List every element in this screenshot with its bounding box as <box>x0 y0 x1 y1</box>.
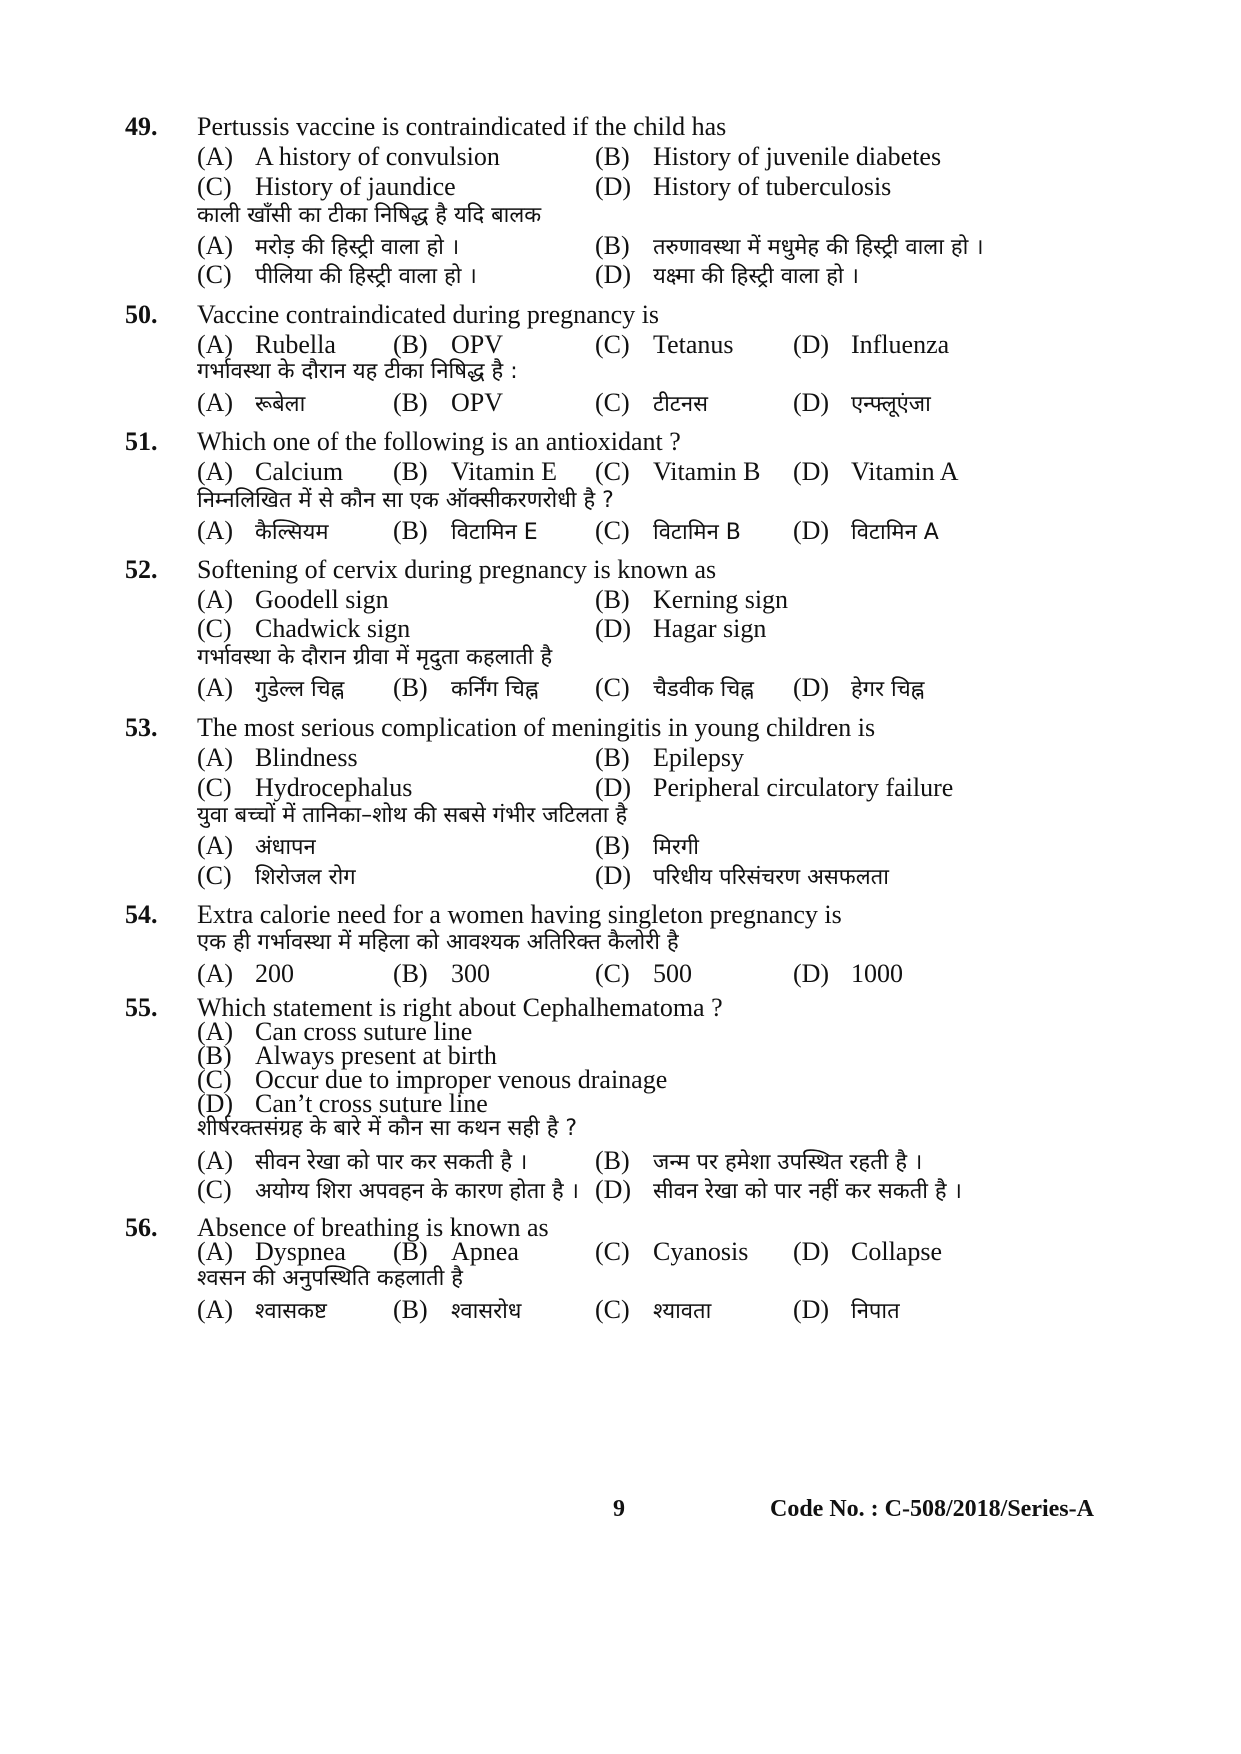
option-a: (A) 200 <box>197 959 294 988</box>
option-a-hi: (A) सीवन रेखा को पार कर सकती है । <box>197 1146 528 1175</box>
option-d: (D) Collapse <box>793 1237 942 1266</box>
question-number: 49. <box>125 112 158 141</box>
options-row <box>197 614 1137 644</box>
option-a-hi: (A) अंधापन <box>197 831 316 860</box>
option-b: (B) Kerning sign <box>595 585 789 614</box>
options-row-hi <box>197 388 1137 418</box>
option-a: (A) Goodell sign <box>197 585 389 614</box>
option-b: (B) Vitamin E <box>393 457 558 486</box>
question-stem-hi: शीर्षरक्तसंग्रह के बारे में कौन सा कथन सही है ? <box>197 1116 578 1141</box>
question-number: 53. <box>125 713 158 742</box>
options-row-hi <box>197 861 1137 891</box>
option-b-hi: (B) विटामिन E <box>393 516 538 545</box>
option-b-hi: (B) जन्म पर हमेशा उपस्थित रहती है । <box>595 1146 923 1175</box>
question-number: 56. <box>125 1213 158 1242</box>
option-d-hi: (D) निपात <box>793 1295 900 1324</box>
options-row <box>197 959 1137 989</box>
option-c: (C) Cyanosis <box>595 1237 749 1266</box>
option-d-hi: (D) परिधीय परिसंचरण असफलता <box>595 861 889 890</box>
option-c-hi: (C) शिरोजल रोग <box>197 861 356 890</box>
option-a-hi: (A) मरोड़ की हिस्ट्री वाला हो । <box>197 231 460 260</box>
option-c: (C) Hydrocephalus <box>197 773 413 802</box>
option-d: (D) Vitamin A <box>793 457 959 486</box>
option-b-hi: (B) मिरगी <box>595 831 699 860</box>
option-d-hi: (D) एन्फ्लूएंजा <box>793 388 931 417</box>
question-stem-hi: गर्भावस्था के दौरान यह टीका निषिद्ध है : <box>197 359 518 384</box>
option-a: (A) Can cross suture line <box>197 1017 473 1046</box>
options-row-hi <box>197 231 1137 261</box>
option-d: (D) 1000 <box>793 959 903 988</box>
question-stem-hi: एक ही गर्भावस्था में महिला को आवश्यक अतिरिक्त कैलोरी है <box>197 930 679 955</box>
option-c-hi: (C) चैडवीक चिह्न <box>595 673 754 702</box>
question-number: 54. <box>125 900 158 929</box>
question-stem-en: Softening of cervix during pregnancy is known as <box>197 555 717 584</box>
code-number: Code No. : C-508/2018/Series-A <box>770 1496 1094 1522</box>
option-a-hi: (A) श्वासकष्ट <box>197 1295 327 1324</box>
option-a: (A) Calcium <box>197 457 344 486</box>
option-d: (D) History of tuberculosis <box>595 172 892 201</box>
option-c-hi: (C) विटामिन B <box>595 516 741 545</box>
option-c-hi: (C) अयोग्य शिरा अपवहन के कारण होता है । <box>197 1175 579 1204</box>
options-row <box>197 142 1137 172</box>
option-c-hi: (C) टीटनस <box>595 388 708 417</box>
options-row <box>197 330 1137 360</box>
option-a: (A) A history of convulsion <box>197 142 500 171</box>
question-stem-en: Which one of the following is an antioxidant ? <box>197 427 681 456</box>
option-d-hi: (D) विटामिन A <box>793 516 939 545</box>
question-stem-hi: श्वसन की अनुपस्थिति कहलाती है <box>197 1266 463 1291</box>
option-d: (D) Influenza <box>793 330 950 359</box>
option-a: (A) Blindness <box>197 743 358 772</box>
options-row-hi <box>197 1295 1137 1325</box>
option-b: (B) Always present at birth <box>197 1041 497 1070</box>
option-c: (C) Vitamin B <box>595 457 761 486</box>
option-c-hi: (C) पीलिया की हिस्ट्री वाला हो । <box>197 260 477 289</box>
option-b-hi: (B) कर्निंग चिह्न <box>393 673 539 702</box>
option-b: (B) 300 <box>393 959 490 988</box>
options-row-hi <box>197 673 1137 703</box>
option-d: (D) Can’t cross suture line <box>197 1089 488 1118</box>
option-d-hi: (D) हेगर चिह्न <box>793 673 925 702</box>
option-c: (C) 500 <box>595 959 692 988</box>
option-d-hi: (D) सीवन रेखा को पार नहीं कर सकती है । <box>595 1175 962 1204</box>
option-d-hi: (D) यक्ष्मा की हिस्ट्री वाला हो । <box>595 260 859 289</box>
option-c: (C) History of jaundice <box>197 172 456 201</box>
option-c: (C) Tetanus <box>595 330 734 359</box>
question-stem-en: Extra calorie need for a women having singleton pregnancy is <box>197 900 842 929</box>
question-stem-en: Which statement is right about Cephalhematoma ? <box>197 993 723 1022</box>
page-number: 9 <box>613 1496 625 1522</box>
option-a-hi: (A) गुडेल्ल चिह्न <box>197 673 345 702</box>
option-a-hi: (A) रूबेला <box>197 388 306 417</box>
options-row-hi <box>197 516 1137 546</box>
option-b: (B) History of juvenile diabetes <box>595 142 942 171</box>
question-number: 52. <box>125 555 158 584</box>
question-number: 51. <box>125 427 158 456</box>
question-stem-en: The most serious complication of meningitis in young children is <box>197 713 876 742</box>
question-stem-hi: गर्भावस्था के दौरान ग्रीवा में मृदुता कहलाती है <box>197 645 553 670</box>
option-c: (C) Occur due to improper venous drainage <box>197 1065 668 1094</box>
question-stem-hi: युवा बच्चों में तानिका–शोथ की सबसे गंभीर जटिलता है <box>197 803 628 828</box>
question-number: 50. <box>125 300 158 329</box>
question-stem-en: Absence of breathing is known as <box>197 1213 549 1242</box>
option-b: (B) Epilepsy <box>595 743 744 772</box>
option-c: (C) Chadwick sign <box>197 614 411 643</box>
question-stem-hi: निम्नलिखित में से कौन सा एक ऑक्सीकरणरोधी है ? <box>197 488 614 513</box>
options-row <box>197 172 1137 202</box>
question-number: 55. <box>125 993 158 1022</box>
option-b-hi: (B) OPV <box>393 388 504 417</box>
question-stem-en: Vaccine contraindicated during pregnancy is <box>197 300 660 329</box>
options-row-hi <box>197 831 1137 861</box>
options-row <box>197 743 1137 773</box>
options-row <box>197 773 1137 803</box>
options-row-hi <box>197 260 1137 290</box>
options-row <box>197 457 1137 487</box>
question-stem-hi: काली खाँसी का टीका निषिद्ध है यदि बालक <box>197 203 542 228</box>
option-a-hi: (A) कैल्सियम <box>197 516 329 545</box>
options-row-hi <box>197 1175 1137 1205</box>
options-row <box>197 1237 1137 1267</box>
option-b: (B) OPV <box>393 330 504 359</box>
option-b-hi: (B) तरुणावस्था में मधुमेह की हिस्ट्री वाला हो । <box>595 231 984 260</box>
option-b-hi: (B) श्वासरोध <box>393 1295 522 1324</box>
option-d: (D) Peripheral circulatory failure <box>595 773 954 802</box>
option-a: (A) Rubella <box>197 330 336 359</box>
option-d: (D) Hagar sign <box>595 614 767 643</box>
option-b: (B) Apnea <box>393 1237 519 1266</box>
option-a: (A) Dyspnea <box>197 1237 346 1266</box>
option-c-hi: (C) श्यावता <box>595 1295 712 1324</box>
options-row <box>197 585 1137 615</box>
options-row-hi <box>197 1146 1137 1176</box>
question-stem-en: Pertussis vaccine is contraindicated if the child has <box>197 112 727 141</box>
